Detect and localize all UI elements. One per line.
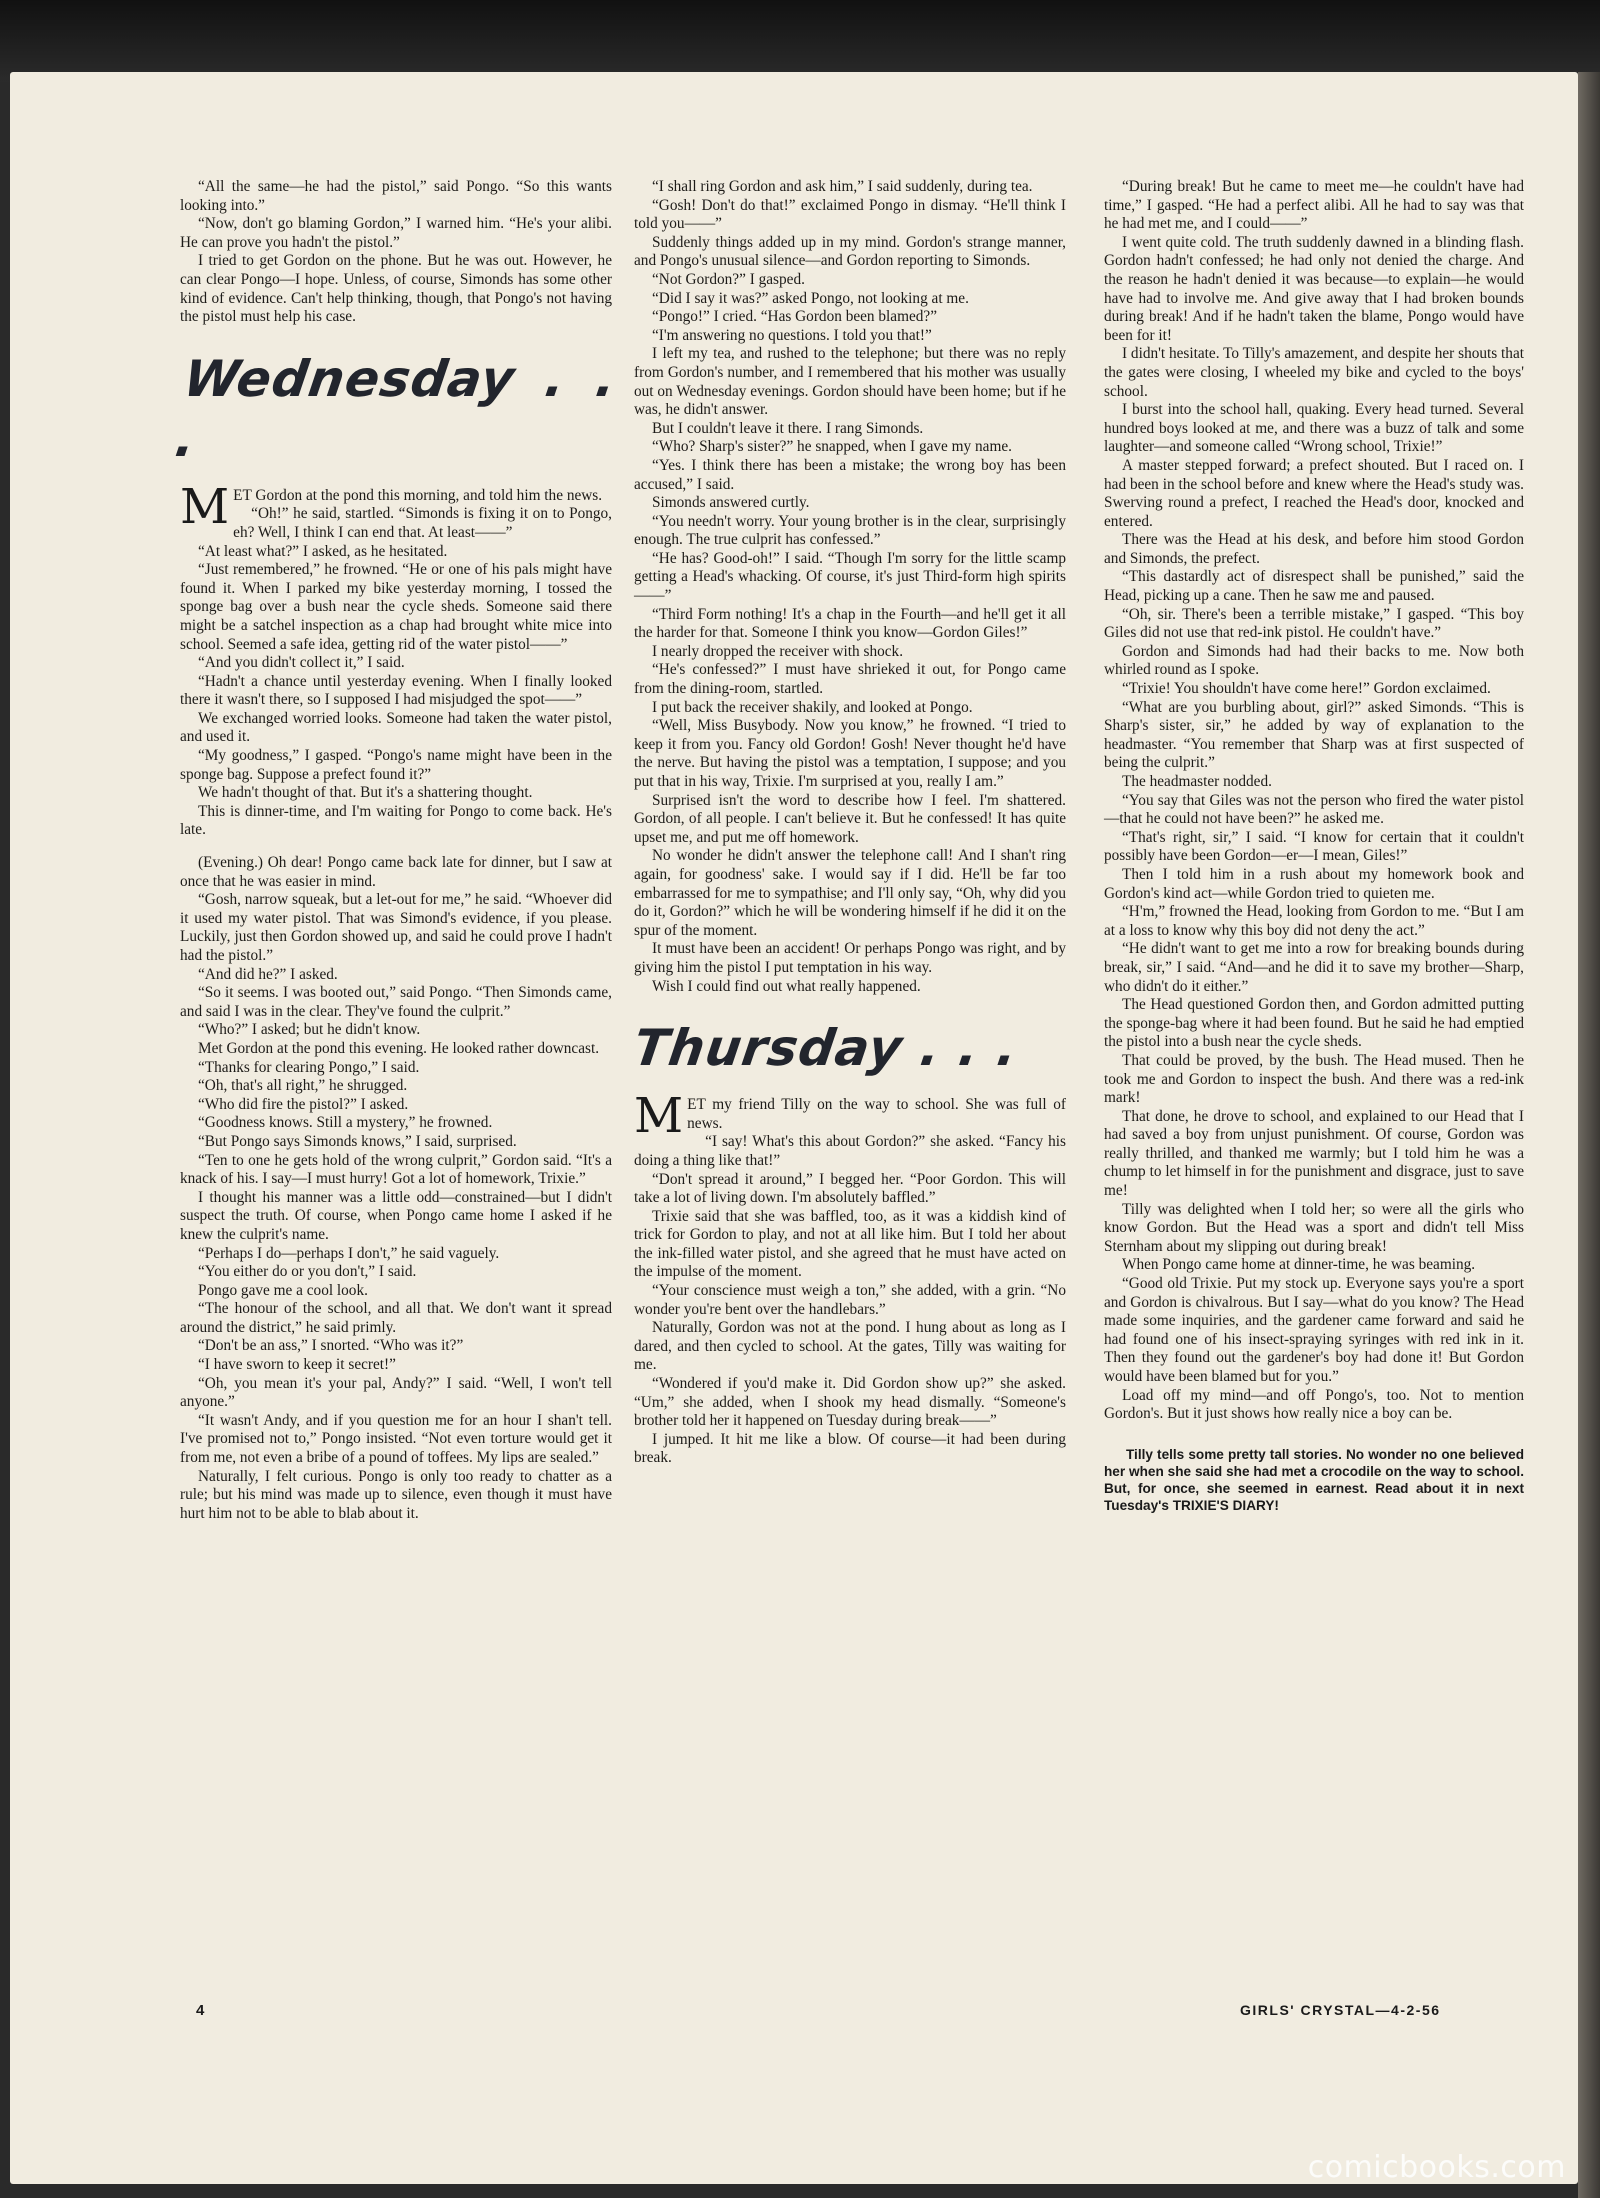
paragraph: Naturally, I felt curious. Pongo is only too ready to chatter as a rule; but his mind was made up to silence, even though it must have hurt him not to be able to blab about it. (180, 1467, 612, 1522)
paragraph: “Perhaps I do—perhaps I don't,” he said vaguely. (198, 1244, 500, 1262)
paragraph: “You needn't worry. Your young brother is in the clear, surprisingly enough. The true culprit has confessed.” (634, 512, 1066, 549)
paragraph: I left my tea, and rushed to the telephone; but there was no reply from Gordon's number, and I remembered that his mother was usually out on Wednesday evenings. Gordon should have been home; but if he was, he didn't answer. (634, 345, 1066, 419)
paragraph: “Gosh! Don't do that!” exclaimed Pongo in dismay. “He'll think I told you——” (634, 196, 1066, 233)
paragraph: “Good old Trixie. Put my stock up. Everyone says you're a sport and Gordon is chivalrous. But I say—what do you know? The Head made some inquiries, and the gardener came forward and said he had found one of his insect-spraying syringes with red ink in it. Then they found out the gardener's boy had done it! But Gordon would have been blamed but for you.” (1104, 1275, 1524, 1385)
paragraph: Suddenly things added up in my mind. Gordon's strange manner, and Pongo's unusual silence—and Gordon reporting to Simonds. (634, 233, 1066, 270)
evening-paragraphs (180, 854, 612, 1523)
paragraph: “He has? Good-oh!” I said. “Though I'm sorry for the little scamp getting a Head's whacking. Of course, it's just Third-form high spirits——” (634, 549, 1066, 605)
thursday-paragraphs (634, 1133, 1066, 1468)
paragraph: “Ten to one he gets hold of the wrong culprit,” Gordon said. “It's a knack of his. I say—I must hurry! Got a lot of homework, Trixie.” (180, 1151, 612, 1188)
paragraph: “Well, Miss Busybody. Now you know,” he frowned. “I tried to keep it from you. Fancy old Gordon! Gosh! Never thought he'd have the nerve. But having the pistol was a temptation, I suppose; and you put that in his way, Trixie. I'm surprised at you, really I am.” (634, 717, 1066, 790)
thursday-continued-paragraphs (1104, 178, 1524, 1424)
paragraph: We hadn't thought of that. But it's a shattering thought. (198, 784, 533, 802)
paragraph: Pongo gave me a cool look. (198, 1281, 368, 1299)
paragraph: “Trixie! You shouldn't have come here!” Gordon exclaimed. (1122, 680, 1491, 698)
paragraph: “Third Form nothing! It's a chap in the Fourth—and he'll get it all the harder for that. Someone I think you know—Gordon Giles!” (634, 605, 1066, 642)
intro-paragraphs (180, 178, 612, 327)
paragraph: “And you didn't collect it,” I said. (198, 654, 405, 672)
paragraph: I tried to get Gordon on the phone. But he was out. However, he can clear Pongo—I hope. Unless, of course, Simonds has some other kind of evidence. Can't help thinking, though, that Pongo's not having the pistol must help his case. (180, 252, 612, 326)
paragraph: “He's confessed?” I must have shrieked it out, for Pongo came from the dining-room, startled. (634, 661, 1066, 698)
paragraph: “Wondered if you'd make it. Did Gordon show up?” she asked. “Um,” she added, when I shook my head dismally. “Someone's brother told her it happened on Tuesday during break——” (634, 1375, 1066, 1430)
paragraph: I went quite cold. The truth suddenly dawned in a blinding flash. Gordon hadn't confessed; he had only not denied the charge. And the reason he hadn't denied it was because—to explain—he would have had to involve me. And give away that I had broken bounds during break! And if he hadn't taken the blame, Pongo would have been for it! (1104, 233, 1524, 344)
paragraph: Wish I could find out what really happened. (652, 977, 921, 995)
paragraph: I didn't hesitate. To Tilly's amazement, and despite her shouts that the gates were closing, I wheeled my bike and cycled to the boys' school. (1104, 345, 1524, 400)
paragraph: “You either do or you don't,” I said. (198, 1263, 417, 1281)
paragraph: “I have sworn to keep it secret!” (198, 1356, 396, 1374)
paragraph: I thought his manner was a little odd—constrained—but I didn't suspect the truth. Of course, when Pongo came home I asked if he knew the culprit's name. (180, 1188, 612, 1243)
paragraph: The headmaster nodded. (1122, 773, 1272, 790)
paragraph: “I'm answering no questions. I told you that!” (652, 326, 932, 344)
paragraph: “Did I say it was?” asked Pongo, not looking at me. (652, 289, 969, 307)
paragraph: “Oh, that's all right,” he shrugged. (198, 1077, 408, 1095)
drop-cap: M (634, 1088, 684, 1145)
paragraph: Load off my mind—and off Pongo's, too. Not to mention Gordon's. But it just shows how really nice a boy can be. (1104, 1386, 1524, 1423)
paragraph: “Not Gordon?” I gasped. (652, 270, 805, 288)
paragraph: “What are you burbling about, girl?” asked Simonds. “This is Sharp's sister, sir,” he added by way of explanation to the headmaster. “You remember that Sharp was at first suspected of being the culprit.” (1104, 698, 1524, 772)
paragraph: “Don't spread it around,” I begged her. “Poor Gordon. This will take a lot of living down. I'm absolutely baffled.” (634, 1170, 1066, 1207)
next-issue-teaser: Tilly tells some pretty tall stories. No wonder no one believed her when she said she had met a crocodile on the way to school. But, for once, she seemed in earnest. Read about it in next Tuesday's TRIXIE'S DIARY! (1104, 1446, 1524, 1513)
thursday-first-paragraph (634, 1088, 1066, 1145)
page-number: 4 (196, 2002, 205, 2019)
paragraph: “So it seems. I was booted out,” said Pongo. “Then Simonds came, and said I was in the clear. They've found the culprit.” (180, 984, 612, 1020)
paragraph: (Evening.) Oh dear! Pongo came back late for dinner, but I saw at once that he was easier in mind. (180, 854, 612, 890)
paragraph: But I couldn't leave it there. I rang Simonds. (652, 419, 924, 437)
paragraph: “Thanks for clearing Pongo,” I said. (198, 1058, 420, 1076)
scan-top-border (0, 0, 1600, 82)
paragraph: “Who?” I asked; but he didn't know. (198, 1021, 421, 1039)
paragraph: Simonds answered curtly. (652, 494, 810, 512)
paragraph: “Don't be an ass,” I snorted. “Who was it?” (198, 1337, 464, 1355)
paragraph: We exchanged worried looks. Someone had taken the water pistol, and used it. (180, 709, 612, 746)
paragraph: “I say! What's this about Gordon?” she asked. “Fancy his doing a thing like that!” (634, 1133, 1066, 1169)
paragraph: “At least what?” I asked, as he hesitated. (198, 542, 448, 560)
paragraph: When Pongo came home at dinner-time, he was beaming. (1122, 1256, 1476, 1274)
paragraph: That done, he drove to school, and explained to our Head that I had saved a boy from unjust punishment. Of course, Gordon was really thrilled, and thanked me warmly; but I told him he was a chump to let himself in for the punishment and disgrace, just to save me! (1104, 1107, 1524, 1200)
heading-thursday: Thursday . . . (629, 1019, 1022, 1078)
paragraph: I put back the receiver shakily, and looked at Pongo. (652, 698, 973, 716)
paragraph: “Oh!” he said, startled. “Simonds is fixing it on to Pongo, eh? Well, I think I can end that. At least——” (233, 505, 612, 541)
paragraph: Trixie said that she was baffled, too, as it was a kiddish kind of trick for Gordon to play, and not at all like him. But I told her about the ink-filled water pistol, and she agreed that he must have acted on the impulse of the moment. (634, 1207, 1066, 1281)
text-column-1 (171, 178, 621, 1523)
issue-footer: GIRLS' CRYSTAL—4-2-56 (1240, 2002, 1441, 2018)
text-column-2 (629, 178, 1066, 1468)
paragraph: “It wasn't Andy, and if you question me for an hour I shan't tell. I've promised not to,” Pongo insisted. “Not even torture would get it from me, not even a bribe of a pound of toffees. My lips are sealed.” (180, 1411, 612, 1467)
paragraph: I nearly dropped the receiver with shock. (652, 642, 904, 660)
paragraph: “That's right, sir,” I said. “I know for certain that it couldn't possibly have been Gordon—er—I mean, Giles!” (1104, 828, 1524, 865)
paragraph: “Yes. I think there has been a mistake; the wrong boy has been accused,” I said. (634, 456, 1066, 493)
paragraph: “I shall ring Gordon and ask him,” I said suddenly, during tea. (652, 178, 1033, 195)
scan-right-border (1578, 72, 1600, 2198)
paragraph: Met Gordon at the pond this evening. He looked rather downcast. (198, 1039, 600, 1057)
text-column-3 (1104, 178, 1524, 1514)
first-paragraph-text: ET Gordon at the pond this morning, and told him the news. (233, 486, 603, 504)
paragraph: “During break! But he came to meet me—he couldn't have had time,” I gasped. “He had a perfect alibi. All he had to say was that he had met me, and I could——” (1104, 178, 1524, 233)
paragraph: “My goodness,” I gasped. “Pongo's name might have been in the sponge bag. Suppose a prefect found it?” (180, 747, 612, 783)
paragraph: “Now, don't go blaming Gordon,” I warned him. “He's your alibi. He can prove you hadn't the pistol.” (180, 215, 612, 251)
heading-wednesday: Wednesday . . . (171, 349, 621, 468)
paragraph: “And did he?” I asked. (198, 965, 338, 983)
paragraph: The Head questioned Gordon then, and Gordon admitted putting the sponge-bag where it had been found. But he said he had emptied the pistol into a bush near the cycle sheds. (1104, 996, 1524, 1051)
paragraph: I jumped. It hit me like a blow. Of course—it had been during break. (634, 1430, 1066, 1467)
paragraph: “He didn't want to get me into a row for breaking bounds during break, sir,” I said. “And—and he did it to save my brother—Sharp, who didn't do it either.” (1104, 940, 1524, 995)
paragraph: It must have been an accident! Or perhaps Pongo was right, and by giving him the pistol I put temptation in his way. (634, 940, 1066, 976)
paragraph: That could be proved, by the bush. The Head mused. Then he took me and Gordon to inspect the bush. And there was a red-ink mark! (1104, 1051, 1524, 1107)
paragraph: “Your conscience must weigh a ton,” she added, with a grin. “No wonder you're bent over the handlebars.” (634, 1282, 1066, 1318)
paragraph: “But Pongo says Simonds knows,” I said, surprised. (198, 1132, 517, 1150)
first-paragraph-text: ET my friend Tilly on the way to school. She was full of news. (687, 1096, 1066, 1132)
paragraph: “H'm,” frowned the Head, looking from Gordon to me. “But I am at a loss to know why this boy did not deny the act.” (1104, 903, 1524, 939)
paragraph: “Oh, sir. There's been a terrible mistake,” I gasped. “This boy Giles did not use that red-ink pistol. He couldn't have.” (1104, 605, 1524, 642)
drop-cap: M (180, 478, 230, 535)
paragraph: A master stepped forward; a prefect shouted. But I raced on. I had been in the school before and knew where the Head's study was. Swerving round a prefect, I reached the Head's door, knocked and entered. (1104, 456, 1524, 530)
wednesday-continued-paragraphs (634, 178, 1066, 996)
paragraph: No wonder he didn't answer the telephone call! And I shan't ring again, for goodness' sake. I would say if I did. He'll be far too embarrassed for me to sympathise; and I'll only say, “Oh, why did you do it, Gordon?” which he will be wondering himself if he did it on the spur of the moment. (634, 847, 1066, 939)
paragraph: “All the same—he had the pistol,” said Pongo. “So this wants looking into.” (180, 178, 612, 214)
paragraph: I burst into the school hall, quaking. Every head turned. Several hundred boys looked at me, and there was a buzz of talk and some laughter—and someone called “Wrong school, Trixie!” (1104, 401, 1524, 456)
paragraph: There was the Head at his desk, and before him stood Gordon and Simonds, the prefect. (1104, 531, 1524, 567)
paragraph: “Just remembered,” he frowned. “He or one of his pals might have found it. When I parked my bike yesterday morning, I tossed the sponge bag over a bush near the cycle sheds. Someone said there might be a satchel inspection as a chap had brought white mice into school. Seemed a safe idea, getting rid of the water pistol——” (180, 561, 612, 653)
paragraph: Then I told him in a rush about my homework book and Gordon's kind act—while Gordon tried to quieten me. (1104, 865, 1524, 902)
paragraph: Naturally, Gordon was not at the pond. I hung about as long as I dared, and then cycled to school. At the gates, Tilly was waiting for me. (634, 1319, 1066, 1374)
paragraph: Tilly was delighted when I told her; so were all the girls who know Gordon. But the Head was a sport and didn't tell Miss Sternham about my slipping out during break! (1104, 1200, 1524, 1255)
paragraph: This is dinner-time, and I'm waiting for Pongo to come back. He's late. (180, 802, 612, 839)
paragraph: “Oh, you mean it's your pal, Andy?” I said. “Well, I won't tell anyone.” (180, 1374, 612, 1411)
paragraph: “Hadn't a chance until yesterday evening. When I finally looked there it wasn't there, so I supposed I had misjudged the spot——” (180, 672, 612, 709)
paragraph: “You say that Giles was not the person who fired the water pistol—that he could not have been?” he asked me. (1104, 791, 1524, 828)
paragraph: “Who? Sharp's sister?” he snapped, when I gave my name. (652, 438, 1012, 456)
paragraph: “Gosh, narrow squeak, but a let-out for me,” he said. “Whoever did it used my water pistol. That was Simond's evidence, if you please. Luckily, just then Gordon showed up, and said he could prove I hadn't had the pistol.” (180, 891, 612, 964)
paragraph: “Who did fire the pistol?” I asked. (198, 1095, 409, 1113)
paragraph: Surprised isn't the word to describe how I feel. I'm shattered. Gordon, of all people. I can't believe it. But he confessed! It has quite upset me, and put me off homework. (634, 791, 1066, 846)
paragraph: “Goodness knows. Still a mystery,” he frowned. (198, 1114, 493, 1132)
paragraph: “Pongo!” I cried. “Has Gordon been blamed?” (652, 308, 938, 326)
wednesday-paragraphs (180, 505, 612, 840)
watermark: comicbooks.com (1307, 2150, 1566, 2185)
paragraph: “The honour of the school, and all that. We don't want it spread around the district,” he said primly. (180, 1300, 612, 1336)
paragraph: Gordon and Simonds had had their backs to me. Now both whirled round as I spoke. (1104, 642, 1524, 679)
paragraph: “This dastardly act of disrespect shall be punished,” said the Head, picking up a cane. Then he saw me and paused. (1104, 568, 1524, 605)
